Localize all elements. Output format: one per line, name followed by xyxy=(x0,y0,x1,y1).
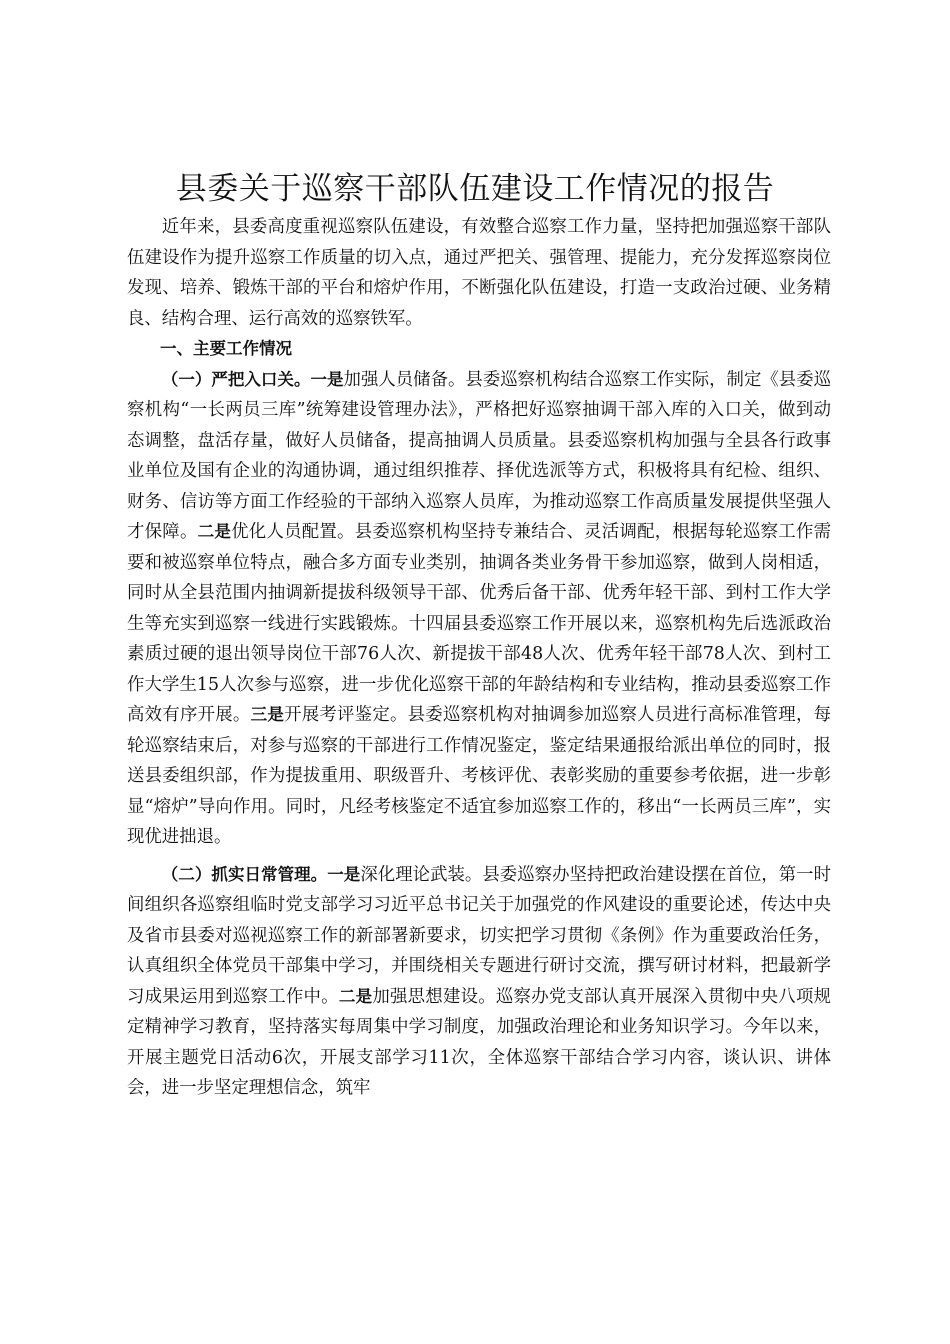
section-heading-main-work: 一、主要工作情况 xyxy=(160,339,292,358)
section-1-point-1-label: 一是 xyxy=(310,369,344,389)
section-1-point-3-label: 三是 xyxy=(250,705,285,724)
section-1-heading: （一）严把入口关。 xyxy=(161,369,311,389)
section-1-paragraph xyxy=(127,365,831,853)
section-2-point-2-text: 加强思想建设。巡察办党支部认真开展深入贯彻中央八项规定精神学习教育，坚持落实每周集中学习制度，加强政治理论和业务知识学习。今年以来，开展主题党日活动6次，开展支部学习11次，全体巡察干部结合学习内容，谈认识、讲体会，进一步坚定理想信念，筑牢 xyxy=(127,986,831,1098)
section-2-point-1-label: 一是 xyxy=(327,864,361,884)
document-title: 县委关于巡察干部队伍建设工作情况的报告 xyxy=(175,171,775,207)
section-2-point-2-label: 二是 xyxy=(338,986,373,1006)
section-1-point-2-label: 二是 xyxy=(197,522,232,541)
section-1-point-2-text: 优化人员配置。县委巡察机构坚持专兼结合、灵活调配，根据每轮巡察工作需要和被巡察单位特点，融合多方面专业类别，抽调各类业务骨干参加巡察，做到人岗相适，同时从全县范围内抽调新提拔科级领导干部、优秀后备干部、优秀年轻干部、到村工作大学生等充实到巡察一线进行实践锻炼。十四届县委巡察工作开展以来，巡察机构先后选派政治素质过硬的退出领导岗位干部76人次、新提拔干部48人次、优秀年轻干部78人次、到村工作大学生15人次参与巡察，进一步优化巡察干部的年龄结构和专业结构，推动县委巡察工作高效有序开展。 xyxy=(127,522,831,725)
intro-paragraph: 近年来，县委高度重视巡察队伍建设，有效整合巡察工作力量，坚持把加强巡察干部队伍建设作为提升巡察工作质量的切入点，通过严把关、强管理、提能力，充分发挥巡察岗位发现、培养、锻炼干部的平台和熔炉作用，不断强化队伍建设，打造一支政治过硬、业务精良、结构合理、运行高效的巡察铁军。 xyxy=(127,217,831,329)
section-1-point-1-text: 加强人员储备。县委巡察机构结合巡察工作实际，制定《县委巡察机构“一长两员三库”统筹建设管理办法》，严格把好巡察抽调干部入库的入口关，做到动态调整，盘活存量，做好人员储备，提高抽调人员质量。县委巡察机构加强与全县各行政事业单位及国有企业的沟通协调，通过组织推荐、择优选派等方式，积极将具有纪检、组织、财务、信访等方面工作经验的干部纳入巡察人员库，为推动巡察工作高质量发展提供坚强人才保障。 xyxy=(127,369,832,542)
section-1-point-3-text: 开展考评鉴定。县委巡察机构对抽调参加巡察人员进行高标准管理，每轮巡察结束后，对参与巡察的干部进行工作情况鉴定，鉴定结果通报给派出单位的同时，报送县委组织部，作为提拔重用、职级晋升、考核评优、表彰奖励的重要参考依据，进一步彰显“熔炉”导向作用。同时，凡经考核鉴定不适宜参加巡察工作的，移出“一长两员三库”，实现优进拙退。 xyxy=(127,705,831,847)
section-2-paragraph xyxy=(127,860,831,1104)
document-body xyxy=(127,212,831,1104)
section-2-heading: （二）抓实日常管理。 xyxy=(161,864,328,884)
section-2-point-1-text: 深化理论武装。县委巡察办坚持把政治建设摆在首位，第一时间组织各巡察组临时党支部学习习近平总书记关于加强党的作风建设的重要论述，传达中央及省市县委对巡视巡察工作的新部署新要求，切实把学习贯彻《条例》作为重要政治任务，认真组织全体党员干部集中学习，并围绕相关专题进行研讨交流，撰写研讨材料，把最新学习成果运用到巡察工作中。 xyxy=(127,864,832,1007)
